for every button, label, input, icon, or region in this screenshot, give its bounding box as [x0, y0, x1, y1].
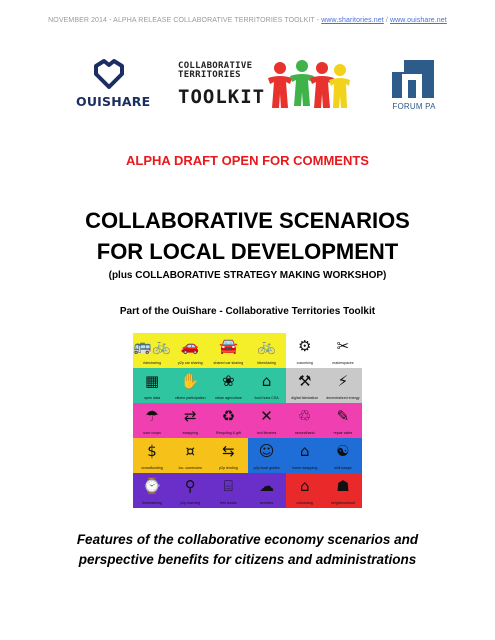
- scenario-label: crowdfunding: [141, 466, 163, 470]
- scenario-cell: [286, 473, 324, 508]
- scenario-label: cohousing: [296, 501, 313, 505]
- alpha-draft-notice: ALPHA DRAFT OPEN FOR COMMENTS: [126, 153, 369, 168]
- scenario-cell: [324, 368, 362, 403]
- skills-icon: ☯: [336, 442, 350, 460]
- scenario-label: home swapping: [292, 466, 318, 470]
- features-line-2: perspective benefits for citizens and administrations: [78, 552, 417, 567]
- scenario-cell: [209, 403, 247, 438]
- header-line: [0, 17, 495, 24]
- scenario-label: digital fabrication: [291, 396, 319, 400]
- scenario-label: citizen participation: [174, 396, 206, 400]
- scenario-cell: [133, 438, 171, 473]
- scenario-cell: [209, 438, 247, 473]
- lending-icon: ⇆: [222, 442, 235, 460]
- hand-icon: ✋: [180, 372, 200, 390]
- people-figures-icon: [266, 58, 350, 110]
- ouishare-heart-icon: [76, 58, 142, 92]
- sharitories-link[interactable]: www.sharitories.net: [321, 17, 384, 24]
- crowdfunding-icon: $: [147, 442, 157, 460]
- scenario-cell: [324, 473, 362, 508]
- scenario-label: services: [259, 501, 274, 505]
- user-coops-icon: ☂: [145, 407, 159, 425]
- scenario-label: tool libraries: [256, 431, 277, 435]
- scenario-label: Recycling & gift: [216, 431, 241, 435]
- secondhand-icon: ♲: [298, 407, 312, 425]
- scenario-label: user coops: [143, 431, 161, 435]
- scenario-cell: [171, 438, 209, 473]
- shared-car-icon: 🚘: [219, 337, 238, 355]
- scenario-icon-grid: [133, 333, 362, 508]
- part-of-toolkit: Part of the OuiShare - Collaborative Territories Toolkit: [119, 306, 376, 317]
- scenario-label: free books: [220, 501, 237, 505]
- books-icon: ⌸: [223, 477, 233, 495]
- forumpa-logo: [388, 58, 438, 114]
- scenario-cell: [133, 473, 171, 508]
- scenario-cell: [286, 333, 324, 368]
- scenario-label: repair cafes: [333, 431, 353, 435]
- scenario-cell: [171, 403, 209, 438]
- neighbourhood-icon: ☗: [336, 477, 350, 495]
- title-line-1: COLLABORATIVE SCENARIOS: [85, 208, 410, 233]
- ouishare-link[interactable]: www.ouishare.net: [389, 17, 447, 24]
- bike-icon: 🚲: [257, 337, 276, 355]
- scenario-label: secondhand: [294, 431, 315, 435]
- scenario-cell: [248, 473, 286, 508]
- scenario-label: decentralized energy: [326, 396, 360, 400]
- energy-icon: ⚡: [337, 372, 349, 390]
- scenario-label: makerspaces: [332, 361, 354, 365]
- fabrication-icon: ⚒: [298, 372, 312, 390]
- scenario-label: urban agriculture: [214, 396, 242, 400]
- scenario-label: bikesharing: [257, 361, 276, 365]
- timebank-icon: ⌚: [142, 477, 162, 495]
- header-separator: /: [383, 17, 390, 24]
- scenario-cell: [171, 333, 209, 368]
- logo-toolkit-text: TOOLKIT: [178, 86, 266, 108]
- scenario-label: p2p local guides: [253, 466, 280, 470]
- scenario-label: neighbourhood: [330, 501, 355, 505]
- makerspace-icon: ✂: [336, 337, 350, 355]
- ouishare-wordmark: OUISHARE: [76, 94, 151, 109]
- features-caption: [0, 530, 495, 570]
- open-data-icon: ▦: [144, 372, 160, 390]
- scenario-cell: [209, 473, 247, 508]
- scenario-label: p2p learning: [180, 501, 201, 505]
- home-swap-icon: ⌂: [299, 442, 310, 460]
- scenario-label: shared car sharing: [213, 361, 244, 365]
- logo-collaborative-text: COLLABORATIVE: [178, 61, 253, 71]
- scenario-cell: [171, 368, 209, 403]
- scenario-cell: [248, 333, 286, 368]
- scenario-cell: [133, 333, 171, 368]
- logo-territories-text: TERRITORIES: [178, 70, 241, 80]
- collaborative-territories-logo: [178, 58, 350, 114]
- forumpa-mark-icon: [388, 58, 438, 100]
- scenario-cell: [286, 438, 324, 473]
- people-car-icon: 🚗: [180, 337, 200, 355]
- guides-icon: ☺: [258, 442, 275, 460]
- scenario-label: coworking: [296, 361, 313, 365]
- document-subtitle: (plus COLLABORATIVE STRATEGY MAKING WORKSHOP): [108, 270, 387, 281]
- scenario-cell: [133, 403, 171, 438]
- services-icon: ☁: [259, 477, 275, 495]
- scenario-cell: [248, 438, 286, 473]
- scenario-cell: [324, 438, 362, 473]
- scenario-cell: [286, 368, 324, 403]
- title-line-2: FOR LOCAL DEVELOPMENT: [96, 239, 399, 264]
- scenario-label: timebanking: [142, 501, 162, 505]
- scenario-label: skill swaps: [334, 466, 352, 470]
- learning-icon: ⚲: [184, 477, 196, 495]
- food-hub-icon: ⌂: [261, 372, 272, 390]
- scenario-label: food hubs CSA: [254, 396, 279, 400]
- currency-icon: ¤: [185, 442, 196, 460]
- features-line-1: Features of the collaborative economy scenarios and: [76, 532, 419, 547]
- scenario-label: p2p lending: [219, 466, 238, 470]
- scenario-label: loc. currencies: [178, 466, 202, 470]
- ouishare-logo: [76, 58, 151, 114]
- coworking-icon: ⚙: [298, 337, 312, 355]
- scenario-cell: [209, 333, 247, 368]
- repair-icon: ✎: [336, 407, 350, 425]
- scenario-cell: [248, 403, 286, 438]
- gift-icon: ♻: [221, 407, 236, 425]
- plant-icon: ❀: [222, 372, 235, 390]
- scenario-label: ridesharing: [143, 361, 161, 365]
- tools-icon: ✕: [260, 407, 273, 425]
- scenario-label: p2p car sharing: [177, 361, 203, 365]
- scenario-cell: [171, 473, 209, 508]
- scenario-cell: [248, 368, 286, 403]
- forumpa-wordmark: FORUM PA: [392, 102, 436, 111]
- scenario-cell: [286, 403, 324, 438]
- scenario-cell: [324, 333, 362, 368]
- cohousing-icon: ⌂: [299, 477, 310, 495]
- swapping-icon: ⇄: [183, 407, 197, 425]
- header-prefix: NOVEMBER 2014 - ALPHA RELEASE COLLABORATIVE TERRITORIES TOOLKIT -: [48, 17, 322, 24]
- scenario-cell: [209, 368, 247, 403]
- scenario-cell: [324, 403, 362, 438]
- scenario-label: open data: [144, 396, 161, 400]
- document-title: [0, 205, 495, 267]
- bus-bike-icon: 🚌🚲: [133, 337, 171, 355]
- scenario-label: swapping: [182, 431, 198, 435]
- scenario-cell: [133, 368, 171, 403]
